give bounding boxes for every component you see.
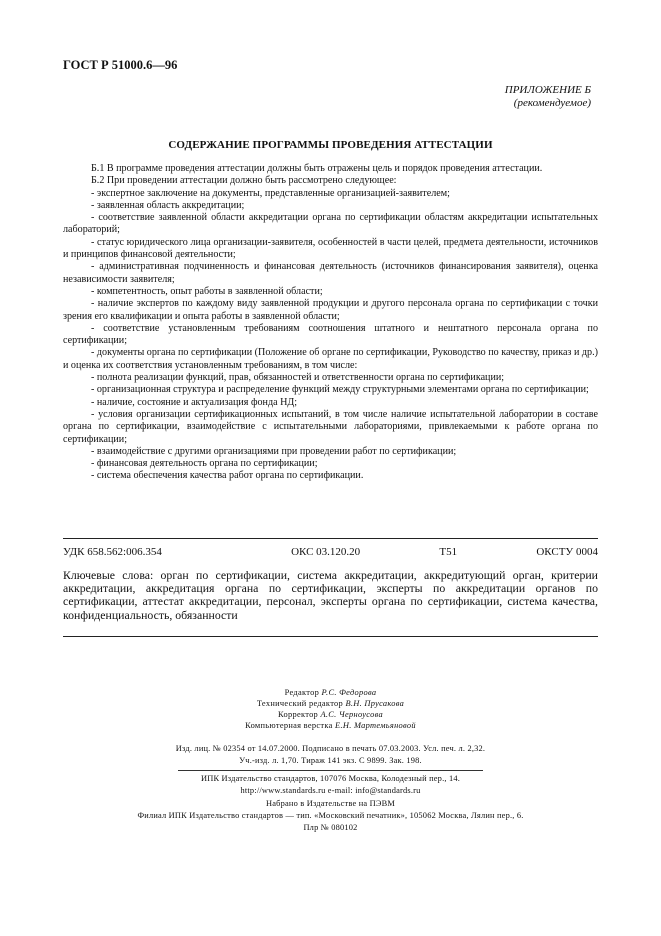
appendix-label: ПРИЛОЖЕНИЕ Б [504, 84, 591, 96]
credit-name: Р.С. Федорова [321, 688, 377, 697]
credit-name: В.Н. Прусакова [345, 699, 405, 708]
paragraph: Б.1 В программе проведения аттестации должны быть отражены цель и порядок проведения аттестации. [91, 163, 543, 174]
imprint-line: http://www.standards.ru e-mail: info@standards.ru [240, 786, 421, 796]
imprint-line: Филиал ИПК Издательство стандартов — тип. «Московский печатник», 105062 Москва, Лялин пер., 6. [137, 810, 524, 820]
paragraph: - административная подчиненность и финансовая деятельность (источников финансирования заявителя), оценка независимости заявителя; [63, 261, 598, 285]
paragraph: Б.2 При проведении аттестации должно быть рассмотрено следующее: [91, 175, 397, 187]
paragraph: - организационная структура и распределение функций между структурными элементами органа по сертификации; [91, 384, 589, 396]
paragraph: - наличие экспертов по каждому виду заявленной продукции и другого персонала органа по сертификации с точки зрения его квалификации и опыта работы в заявленной области; [63, 298, 598, 322]
section-title: СОДЕРЖАНИЕ ПРОГРАММЫ ПРОВЕДЕНИЯ АТТЕСТАЦИИ [168, 139, 493, 151]
classification-row [63, 546, 598, 558]
imprint-line: Набрано в Издательстве на ПЭВМ [265, 798, 396, 808]
credit-name: Е.Н. Мартемьяновой [335, 721, 416, 730]
publication-info [0, 743, 661, 768]
divider-bottom [63, 636, 598, 637]
credit-line [0, 687, 661, 698]
credit-role: Редактор [284, 688, 320, 697]
paragraph: - документы органа по сертификации (Положение об органе по сертификации, Руководство по качеству, приказ и др.) и оценка их соответствия установленным требованиям, в том числе: [63, 347, 598, 371]
imprint-line: ИПК Издательство стандартов, 107076 Москва, Колодезный пер., 14. [200, 774, 461, 783]
oks-code: ОКС 03.120.20 [291, 546, 361, 558]
okstu-code: ОКСТУ 0004 [536, 546, 598, 558]
paragraph: - соответствие заявленной области аккредитации органа по сертификации областям аккредитации испытательных лабораторий; [63, 212, 598, 236]
paragraph: - соответствие установленным требованиям соотношения штатного и нештатного персонала органа по сертификации; [63, 322, 598, 347]
divider-top [63, 538, 598, 539]
imprint [0, 773, 661, 834]
appendix-note: (рекомендуемое) [513, 97, 591, 109]
paragraph: - заявленная область аккредитации; [91, 199, 245, 211]
publication-line: Уч.-изд. л. 1,70. Тираж 141 экз. С 9899. Зак. 198. [239, 756, 422, 766]
imprint-divider [178, 770, 483, 771]
credit-role: Компьютерная верстка [245, 721, 333, 730]
credit-line [0, 698, 661, 709]
credit-name: А.С. Черноусова [320, 710, 383, 719]
paragraph: - наличие, состояние и актуализация фонда НД; [91, 396, 298, 408]
paragraph: - взаимодействие с другими организациями при проведении работ по сертификации; [91, 445, 457, 457]
paragraph: - финансовая деятельность органа по сертификации; [91, 458, 318, 470]
paragraph: - условия организации сертификационных испытаний, в том числе наличие испытательной лаборатории в составе органа по сертификации, взаимодействие с испытательными лабораториями, привлекаемыми к работе органа по сертификации; [63, 408, 598, 445]
t-code: Т51 [439, 546, 458, 558]
appendix-heading [505, 84, 591, 110]
paragraph: - компетентность, опыт работы в заявленной области; [91, 285, 323, 297]
standard-code: ГОСТ Р 51000.6—96 [63, 58, 178, 72]
paragraph: - система обеспечения качества работ органа по сертификации. [91, 470, 364, 482]
credit-role: Технический редактор [256, 699, 344, 708]
publication-line: Изд. лиц. № 02354 от 14.07.2000. Подписано в печать 07.03.2003. Усл. печ. л. 2,32. [175, 744, 486, 753]
paragraph: - экспертное заключение на документы, представленные организацией-заявителем; [91, 187, 450, 199]
credits [0, 687, 661, 731]
credit-role: Корректор [278, 710, 319, 719]
paragraph: - полнота реализации функций, прав, обязанностей и ответственности органа по сертификации; [91, 372, 505, 384]
udk-code: УДК 658.562:006.354 [63, 546, 162, 558]
body-text [63, 163, 598, 483]
imprint-line: Плр № 080102 [303, 823, 358, 833]
credit-line [0, 709, 661, 720]
paragraph: - статус юридического лица организации-заявителя, особенностей в части целей, предмета деятельности, источников и принципов финансовой деятельности; [63, 236, 598, 261]
credit-line [0, 720, 661, 731]
keywords: Ключевые слова: орган по сертификации, система аккредитации, аккредитующий орган, критерии аккредитации, аккредитация органа по сертификации, эксперты по аккредитации органов по сертификации, аттестат аккредитации, персонал, эксперты органа по сертификации, система качества, конфиденциальность, обязанности [63, 568, 598, 622]
